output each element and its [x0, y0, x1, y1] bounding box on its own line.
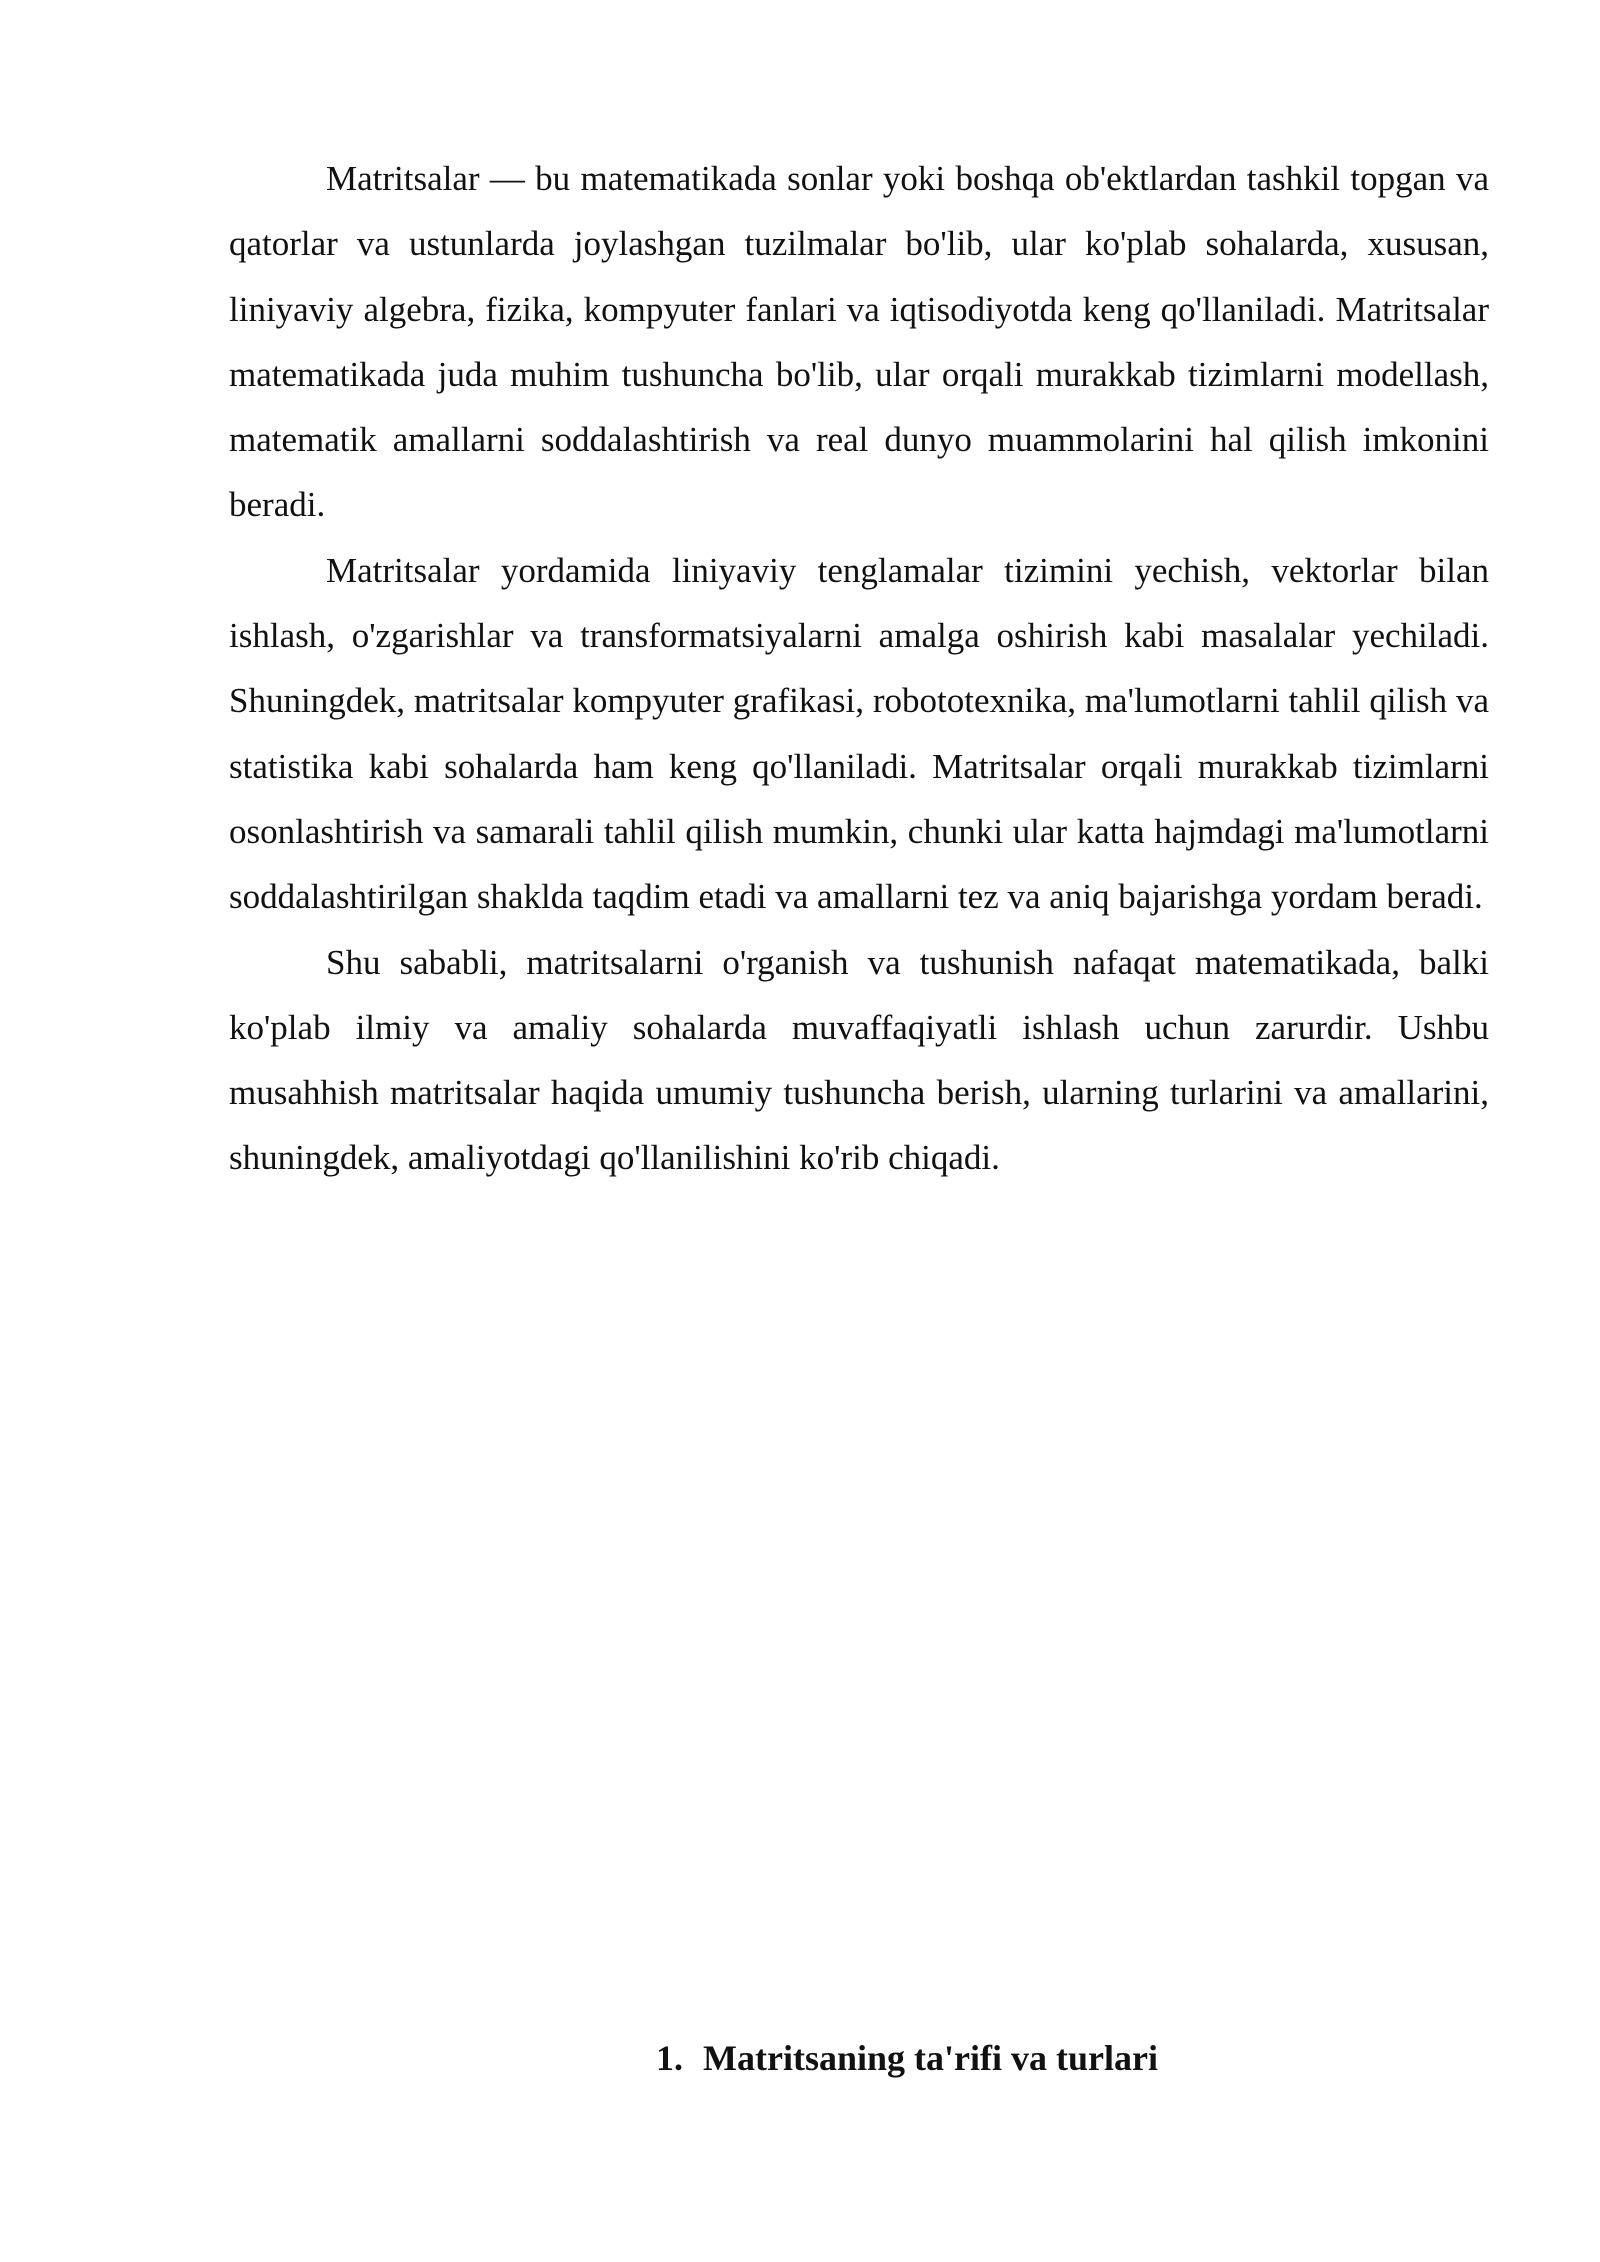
paragraph-intro: Matritsalar — bu matematikada sonlar yoki boshqa ob'ektlardan tashkil topgan va qatorlar va ustunlarda joylashgan tuzilmalar bo'lib, ular ko'plab sohalarda, xususan, liniyaviy algebra, fizika, kompyuter fanlari va iqtisodiyotda keng qo'llaniladi. Matritsalar matematikada juda muhim tushuncha bo'lib, ular orqali murakkab tizimlarni modellash, matematik amallarni soddalashtirish va real dunyo muammolarini hal qilish imkonini beradi.	[229, 159, 1489, 525]
paragraph-conclusion: Shu sababli, matritsalarni o'rganish va tushunish nafaqat matematikada, balki ko'plab ilmiy va amaliy sohalarda muvaffaqiyatli ishlash uchun zarurdir. Ushbu musahhish matritsalar haqida umumiy tushuncha berish, ularning turlarini va amallarini, shuningdek, amaliyotdagi qo'llanilishini ko'rib chiqadi.	[229, 942, 1489, 1178]
body-text	[229, 146, 1489, 1191]
section-title: Matritsaning ta'rifi va turlari	[703, 2038, 1158, 2078]
paragraph-applications: Matritsalar yordamida liniyaviy tenglamalar tizimini yechish, vektorlar bilan ishlash, o'zgarishlar va transformatsiyalarni amalga oshirish kabi masalalar yechiladi. Shuningdek, matritsalar kompyuter grafikasi, robototexnika, ma'lumotlarni tahlil qilish va statistika kabi sohalarda ham keng qo'llaniladi. Matritsalar orqali murakkab tizimlarni osonlashtirish va samarali tahlil qilish mumkin, chunki ular katta hajmdagi ma'lumotlarni soddalashtirilgan shaklda taqdim etadi va amallarni tez va aniq bajarishga yordam beradi.	[229, 550, 1489, 917]
section-heading	[0, 2030, 1600, 2086]
section-number: 1.	[656, 2038, 684, 2078]
